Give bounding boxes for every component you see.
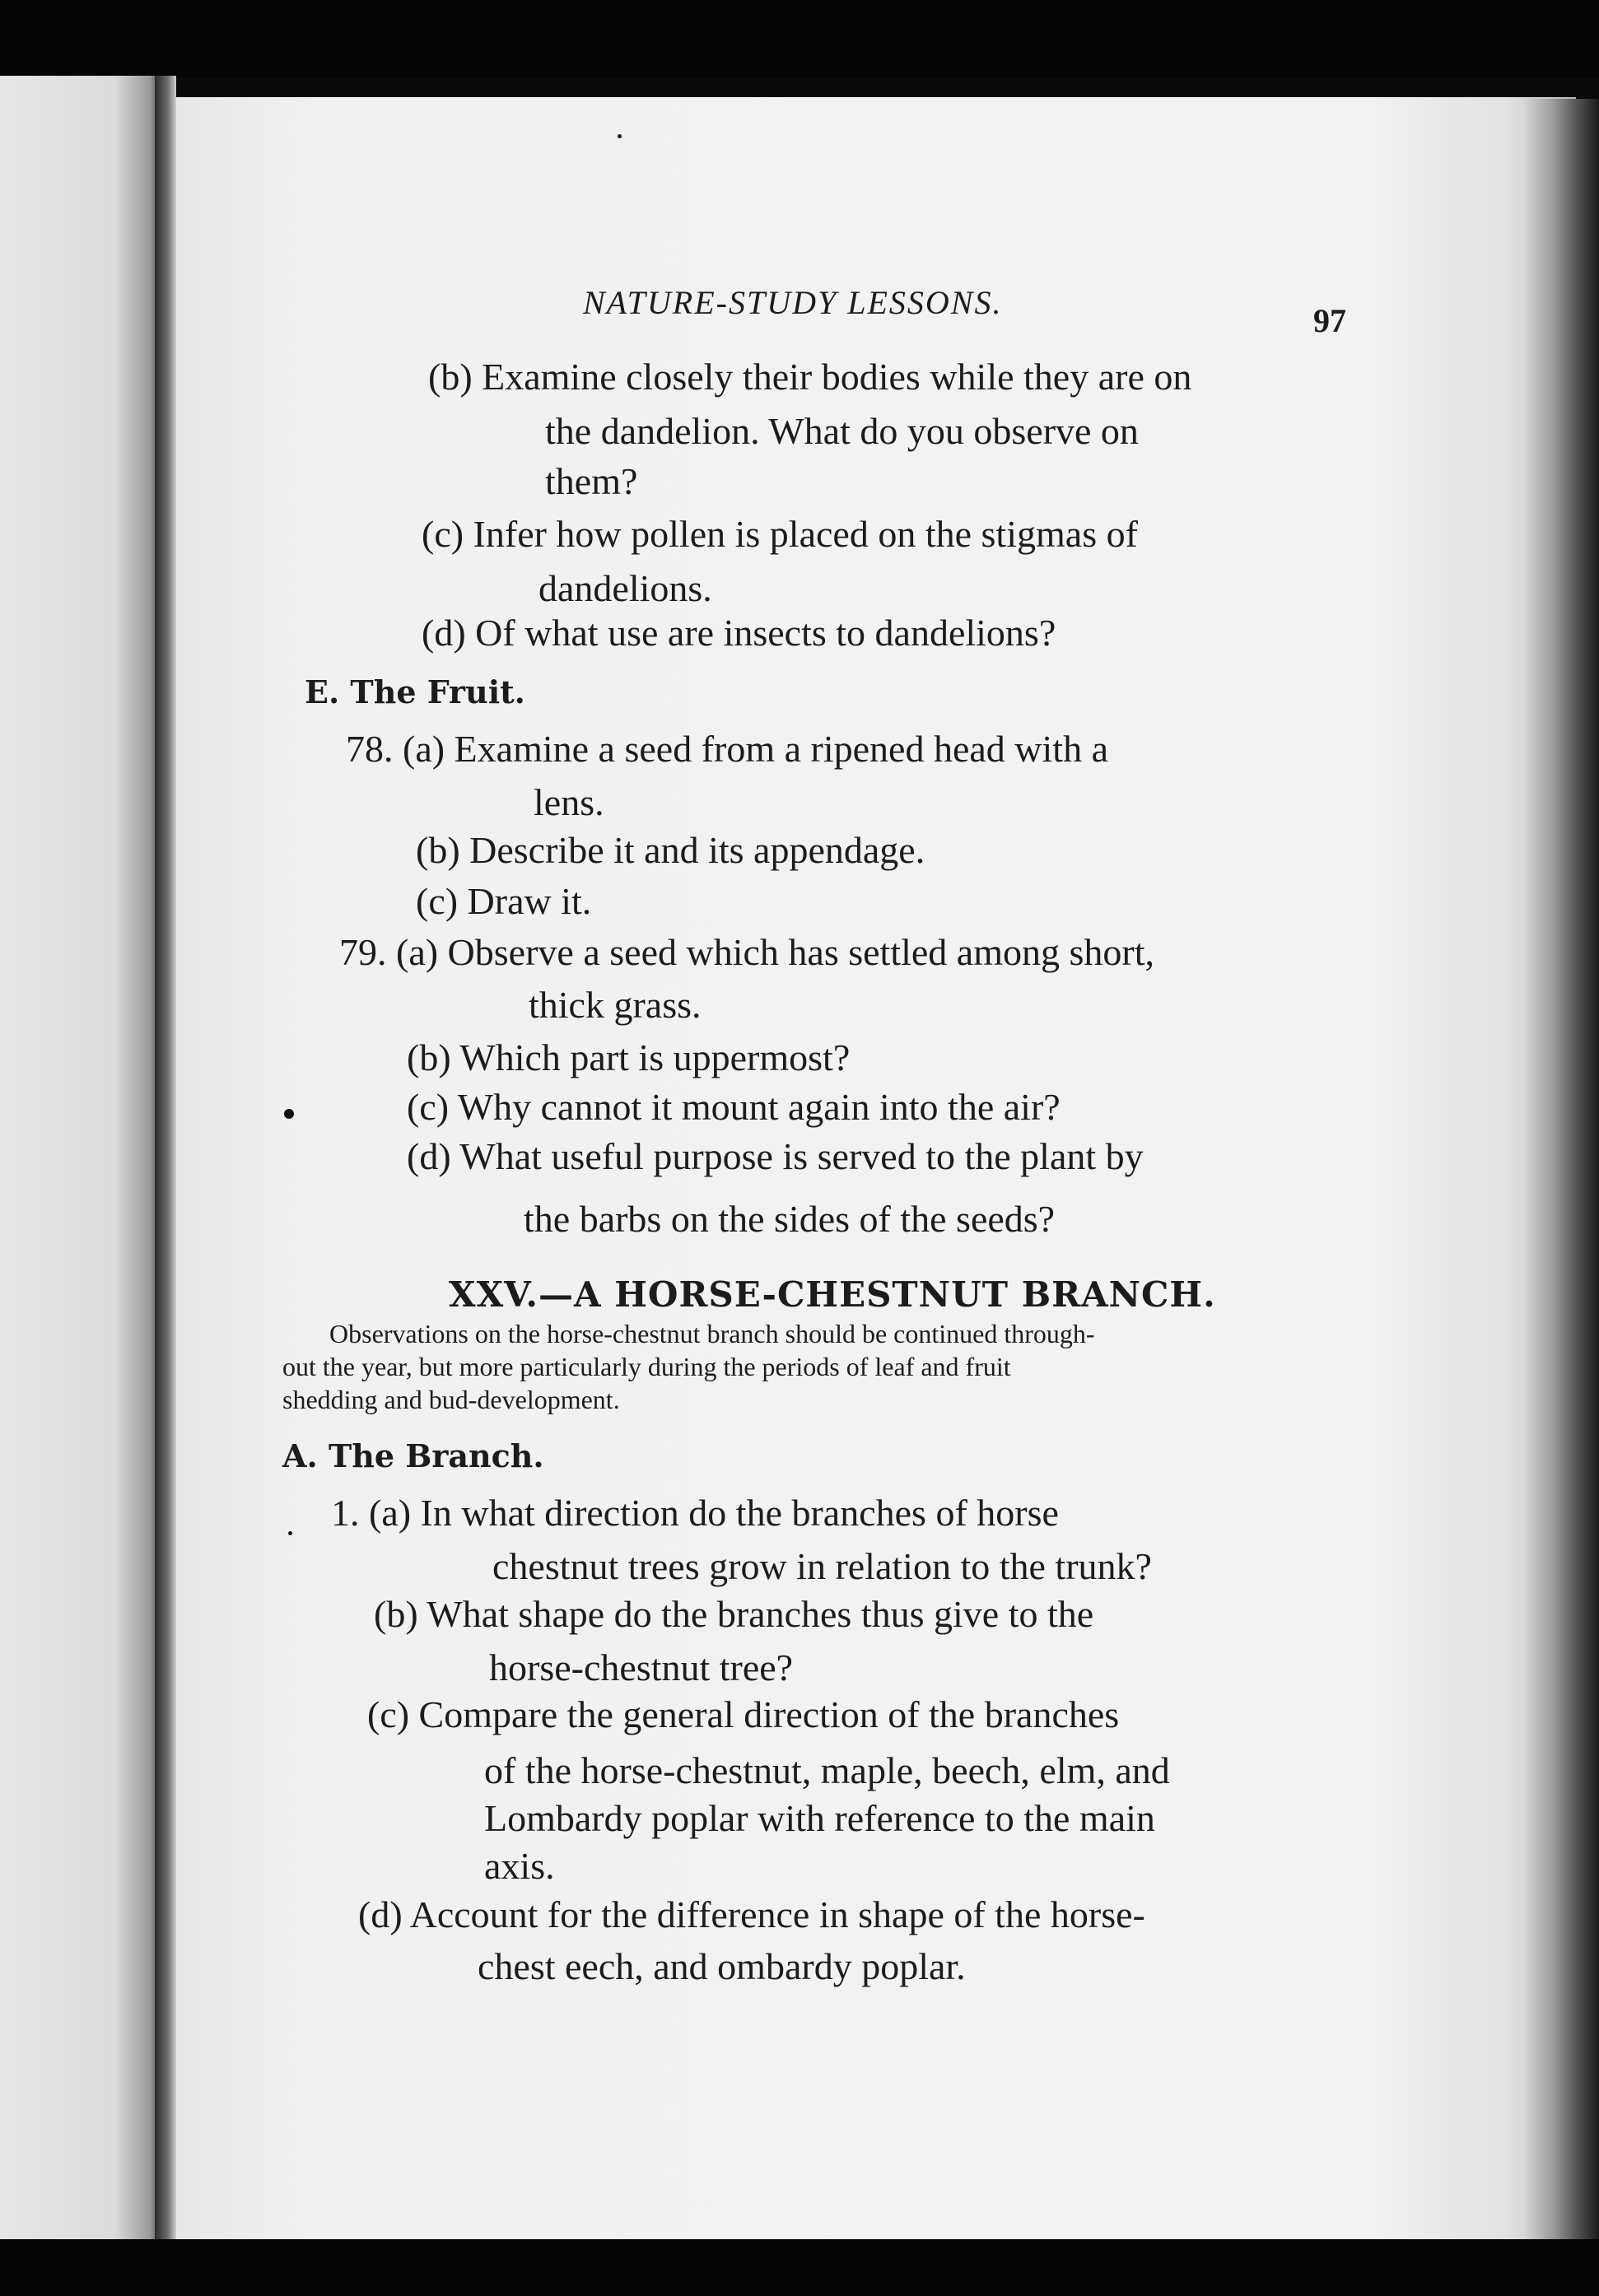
text-line: (d) Of what use are insects to dandelions? [422,612,1056,654]
text-line: Lombardy poplar with reference to the main [484,1797,1155,1839]
text-line: (c) Compare the general direction of the branches [367,1693,1120,1735]
text-line: 79. (a) Observe a seed which has settled among short, [339,931,1154,973]
text-line: of the horse-chestnut, maple, beech, elm, and [484,1749,1170,1791]
text-line: (c) Why cannot it mount again into the air? [407,1086,1061,1128]
text-line: chest eech, and ombardy poplar. [478,1945,966,1987]
facing-page-edge [0,76,163,2239]
intro-line: shedding and bud-development. [282,1385,620,1414]
text-line: horse-chestnut tree? [489,1646,794,1688]
text-line: (d) Account for the difference in shape of the horse- [358,1893,1145,1935]
text-line: them? [545,460,638,502]
text-line: (b) What shape do the branches thus give to the [374,1593,1094,1635]
intro-line: Observations on the horse-chestnut branch should be continued through- [329,1319,1095,1348]
ink-dot [284,1109,294,1119]
text-line: 78. (a) Examine a seed from a ripened head with a [346,728,1108,770]
text-line: 1. (a) In what direction do the branches of horse [331,1492,1059,1534]
book-gutter [155,76,176,2239]
text-line: (b) Examine closely their bodies while they are on [428,356,1192,398]
text-line: the dandelion. What do you observe on [545,410,1139,452]
scan-top-border [0,0,1599,78]
intro-line: out the year, but more particularly during the periods of leaf and fruit [282,1352,1011,1381]
text-line: chestnut trees grow in relation to the trunk? [492,1545,1152,1587]
ink-speck [618,134,622,138]
text-line: (c) Draw it. [416,880,592,922]
text-line: dandelions. [538,567,712,609]
text-line: thick grass. [529,984,702,1026]
section-heading-branch: A. The Branch. [282,1437,544,1474]
text-line: (b) Which part is uppermost? [407,1036,851,1078]
text-line: (c) Infer how pollen is placed on the stigmas of [422,513,1138,555]
running-title: NATURE-STUDY LESSONS. [583,284,1003,321]
chapter-heading: XXV.—A HORSE-CHESTNUT BRANCH. [449,1274,1216,1315]
ink-speck [288,1531,292,1535]
text-line: (d) What useful purpose is served to the plant by [407,1135,1144,1177]
text-line: the barbs on the sides of the seeds? [524,1198,1056,1240]
page-number: 97 [1313,302,1346,339]
text-line: axis. [484,1845,555,1887]
text-line: (b) Describe it and its appendage. [416,829,925,871]
text-line: lens. [534,781,604,823]
scan-bottom-border [0,2239,1599,2296]
section-heading-fruit: E. The Fruit. [305,673,525,710]
page-edge-right [1523,99,1599,2239]
